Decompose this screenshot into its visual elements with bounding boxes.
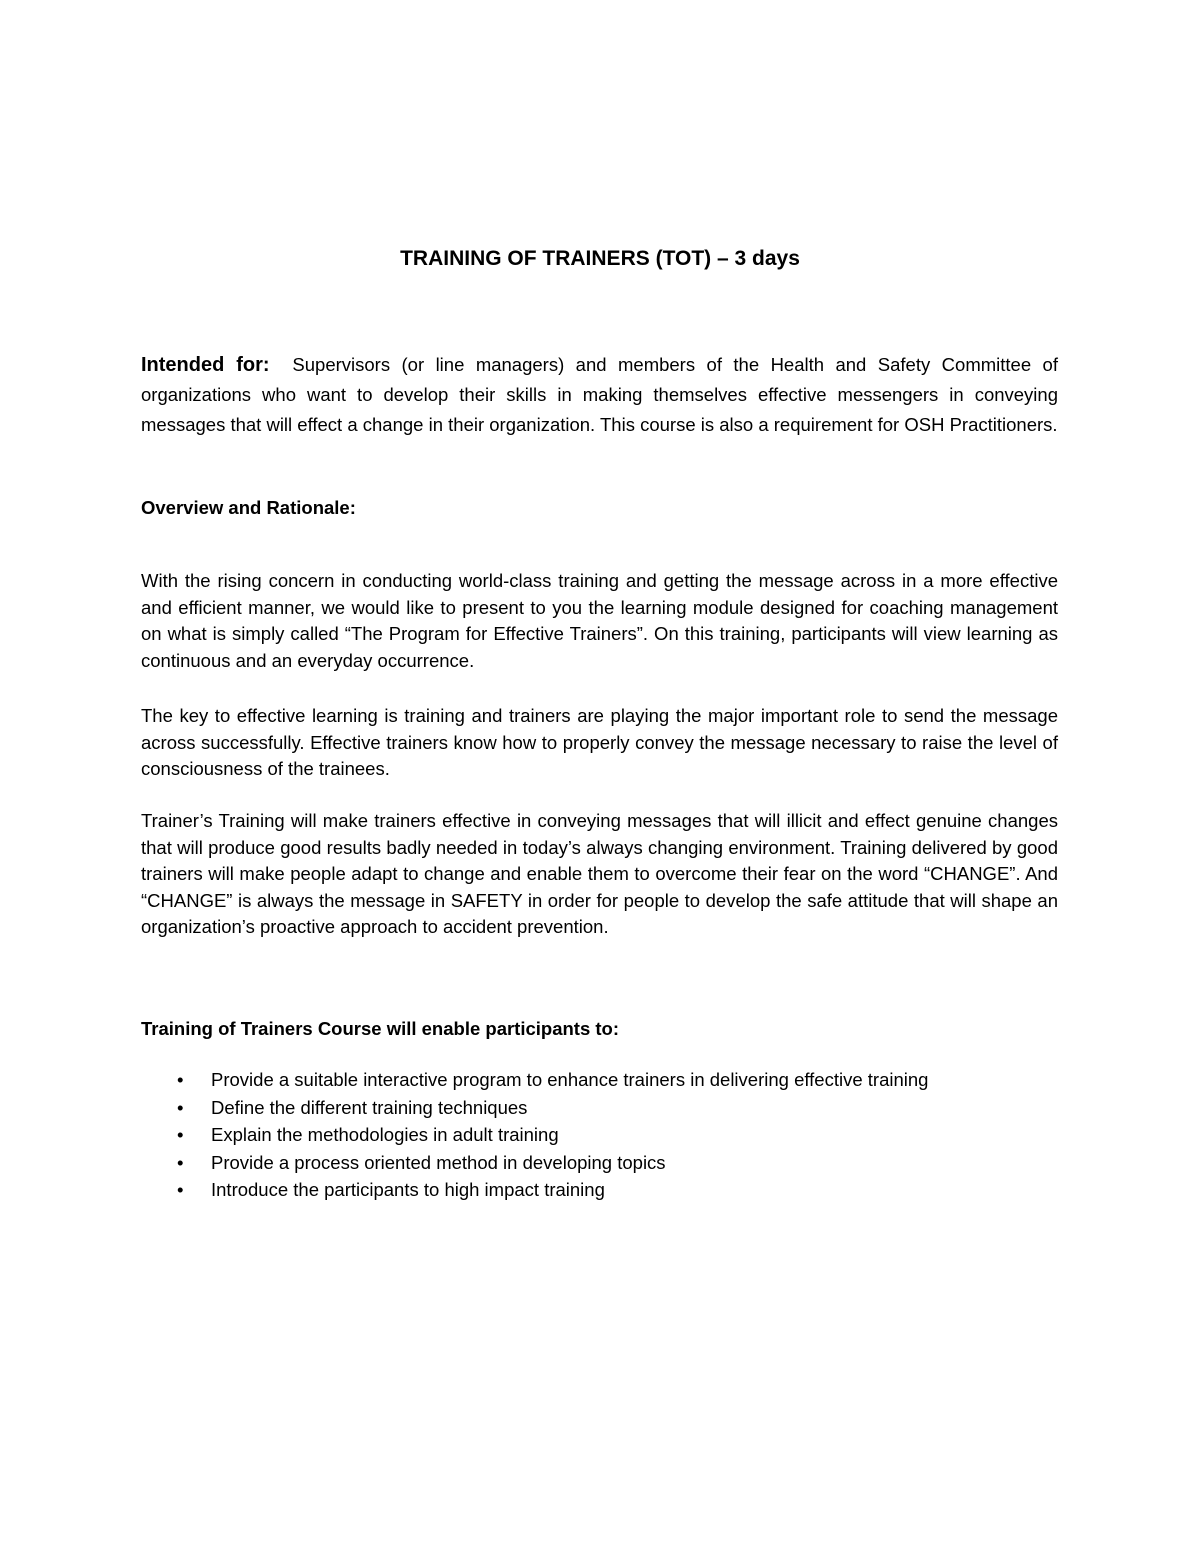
objective-text: Define the different training techniques bbox=[211, 1096, 528, 1118]
bullet-icon: • bbox=[177, 1096, 184, 1118]
rationale-paragraph-2: The key to effective learning is training and trainers are playing the major important role to send the message across successfully. Effective trainers know how to properly convey the message necessary to raise the level of consciousness of the trainees. bbox=[141, 705, 1058, 779]
rationale-paragraph-1: With the rising concern in conducting world-class training and getting the message across in a more effective and efficient manner, we would like to present to you the learning module designed for coaching management on what is simply called “The Program for Effective Trainers”. On this training, participants will view learning as continuous and an everyday occurrence. bbox=[141, 570, 1058, 671]
objective-text: Introduce the participants to high impact training bbox=[211, 1179, 605, 1200]
bullet-icon: • bbox=[177, 1151, 184, 1173]
intended-for-paragraph bbox=[141, 350, 1058, 440]
bullet-icon: • bbox=[177, 1124, 184, 1145]
objectives-list bbox=[141, 1066, 1058, 1204]
intended-for-label: Intended for: bbox=[141, 354, 270, 376]
list-item bbox=[141, 1066, 1058, 1094]
list-item bbox=[141, 1094, 1058, 1122]
objective-text: Provide a suitable interactive program to enhance trainers in delivering effective training bbox=[211, 1069, 929, 1090]
list-item bbox=[141, 1176, 1058, 1204]
list-item bbox=[141, 1121, 1058, 1149]
rationale-paragraph-3: Trainer’s Training will make trainers effective in conveying messages that will illicit and effect genuine changes that will produce good results badly needed in today’s always changing environment. Training delivered by good trainers will make people adapt to change and enable them to overcome their fear on the word “CHANGE”. And “CHANGE” is always the message in SAFETY in order for people to develop the safe attitude that will shape an organization’s proactive approach to accident prevention. bbox=[141, 810, 1058, 937]
intended-for-text: Supervisors (or line managers) and members of the Health and Safety Committee of organizations who want to develop their skills in making themselves effective messengers in conveying messages that will effect a change in their organization. This course is also a requirement for OSH Practitioners. bbox=[141, 354, 1058, 435]
bullet-icon: • bbox=[177, 1069, 184, 1090]
document-title: TRAINING OF TRAINERS (TOT) – 3 days bbox=[400, 247, 800, 270]
objective-text: Explain the methodologies in adult training bbox=[211, 1124, 559, 1145]
objective-text: Provide a process oriented method in developing topics bbox=[211, 1151, 666, 1173]
list-item bbox=[141, 1149, 1058, 1177]
bullet-icon: • bbox=[177, 1179, 184, 1200]
overview-heading: Overview and Rationale: bbox=[141, 497, 356, 518]
objectives-heading: Training of Trainers Course will enable participants to: bbox=[141, 1018, 620, 1039]
